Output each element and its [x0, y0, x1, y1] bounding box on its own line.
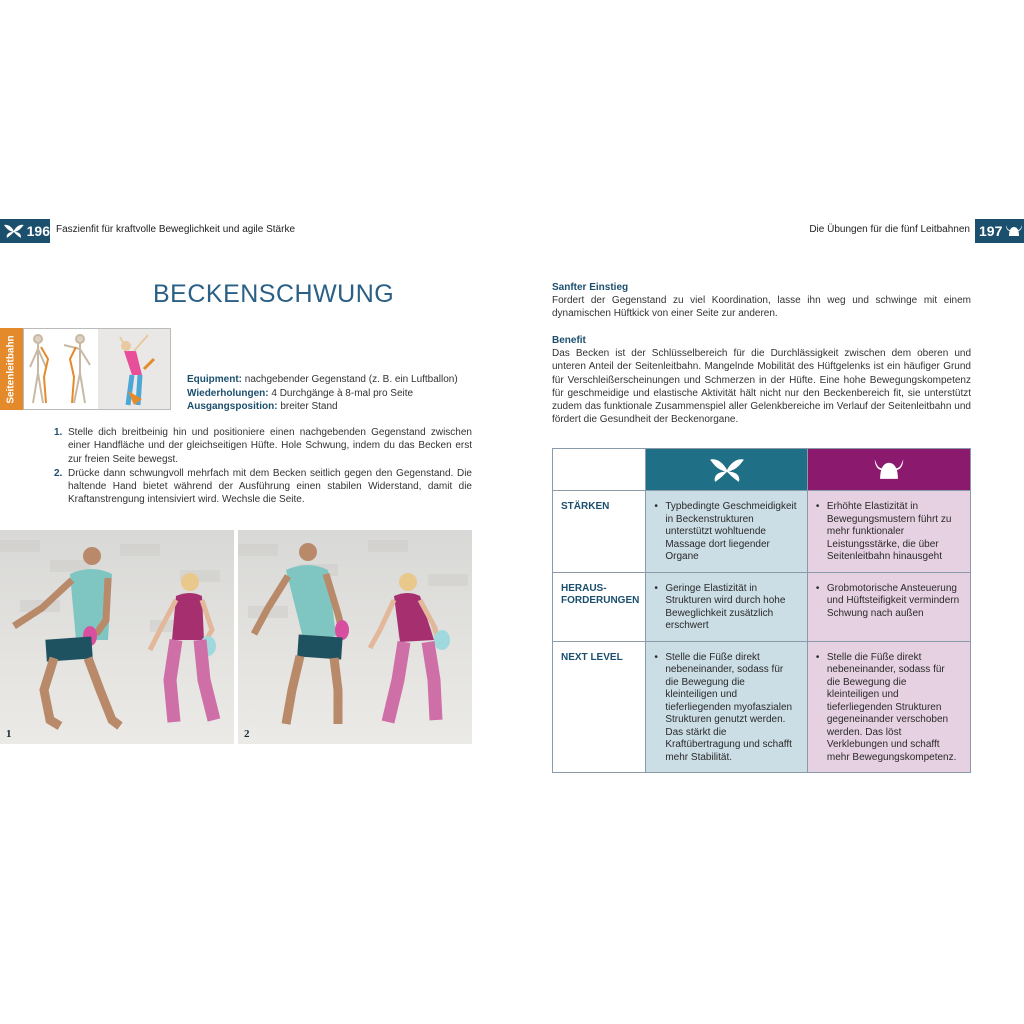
page-number-left: 196: [26, 223, 50, 239]
exercise-info: [187, 373, 458, 414]
table-cell: • Stelle die Füße direkt nebeneinander, sodass für die Bewegung die kleinteiligen und tieferliegenden myofaszialen Strukturen genutzt werden. Das stärkt die Kraftübertragung und schafft mehr Stabilität.: [646, 641, 808, 773]
gentle-start-heading: Sanfter Einstieg: [552, 282, 629, 293]
start-position-line: Ausgangsposition: breiter Stand: [187, 401, 338, 412]
side-tab-label: Seitenleitbahn: [0, 328, 23, 410]
step-item: 1. Stelle dich breitbeinig hin und positioniere einen nachgebenden Gegenstand zwischen einer Handfläche und der gleichseitigen Hüfte. Hole Schwung, indem du das Becken erst zur freien Seite bewegst.: [54, 427, 472, 465]
viking-helmet-icon: [873, 457, 905, 483]
exercise-photo-1: [0, 530, 234, 744]
butterfly-icon: [4, 224, 24, 238]
table-cell: • Stelle die Füße direkt nebeneinander, sodass für die Bewegung die kleinteiligen und tieferliegenden Strukturen gegeneinander verschoben werden. Das löst Verklebungen und schafft mehr Bewegungskompetenz.: [807, 641, 970, 773]
row-label-strengths: STÄRKEN: [553, 491, 646, 573]
table-cell: • Typbedingte Geschmeidigkeit in Beckenstrukturen unterstützt wohltuende Massage dort liegender Organe: [646, 491, 808, 573]
exercise-title: BECKENSCHWUNG: [153, 280, 395, 308]
comparison-table: [552, 448, 971, 773]
table-corner-cell: [553, 449, 646, 491]
repetitions-line: Wiederholungen: 4 Durchgänge à 8-mal pro Seite: [187, 387, 414, 399]
benefit-heading: Benefit: [552, 335, 586, 346]
benefit-section: [552, 334, 971, 427]
photo-label-1: 1: [6, 728, 12, 740]
table-header-type-1: [646, 449, 808, 491]
running-title-right: Die Übungen für die fünf Leitbahnen: [809, 224, 970, 235]
step-item: 2. Drücke dann schwungvoll mehrfach mit dem Becken seitlich gegen den Gegenstand. Die haltende Hand bietet während der Ausführung einen stabilen Widerstand, damit die Kraftanstrengung intensiviert wird. Wechsle die Seite.: [54, 467, 472, 506]
row-label-next-level: NEXT LEVEL: [553, 641, 646, 773]
anatomy-illustration: [23, 328, 171, 410]
page-number-badge-right: [975, 219, 1024, 243]
page-number-badge-left: [0, 219, 50, 243]
exercise-steps: [54, 426, 472, 508]
gentle-start-text: Fordert der Gegenstand zu viel Koordination, lasse ihn weg und schwinge mit einem dynamischen Hüftkick von einer Seite zur anderen.: [552, 295, 971, 320]
photo-label-2: 2: [244, 728, 250, 740]
benefit-text: Das Becken ist der Schlüsselbereich für die Durchlässigkeit zwischen dem oberen und unteren Anteil der Seitenleitbahn. Mangelnde Mobilität des Hüftgelenks ist ein häufiger Grund für Verschleißerscheinungen und Schmerzen in der Hüfte. Eine hohe Bewegungskompetenz für geschmeidige und elastische Aktivität hält nicht nur den Beckenbereich fit, sie unterstützt zudem das funktionale Zusammenspiel aller Gelenkbereiche im Verlauf der Seitenleitbahn und fördert die Gesundheit der Beckenorgane.: [552, 348, 971, 426]
row-label-challenges: HERAUS- FORDERUNGEN: [553, 572, 646, 641]
table-cell: • Grobmotorische Ansteuerung und Hüftsteifigkeit vermindern Schwung nach außen: [807, 572, 970, 641]
table-header-type-2: [807, 449, 970, 491]
butterfly-icon: [710, 457, 744, 483]
table-cell: • Erhöhte Elastizität in Bewegungsmustern führt zu mehr funktionaler Leistungsstärke, die über Seitenleitbahn hinausgeht: [807, 491, 970, 573]
table-cell: • Geringe Elastizität in Strukturen wird durch hohe Beweglichkeit zusätzlich erschwert: [646, 572, 808, 641]
equipment-line: Equipment: nachgebender Gegenstand (z. B. ein Luftballon): [187, 374, 458, 385]
gentle-start-section: [552, 281, 971, 321]
running-title-left: Faszienfit für kraftvolle Beweglichkeit und agile Stärke: [56, 224, 296, 235]
exercise-photo-2: [238, 530, 472, 744]
page-number-right: 197: [979, 223, 1003, 239]
viking-helmet-icon: [1005, 224, 1023, 238]
